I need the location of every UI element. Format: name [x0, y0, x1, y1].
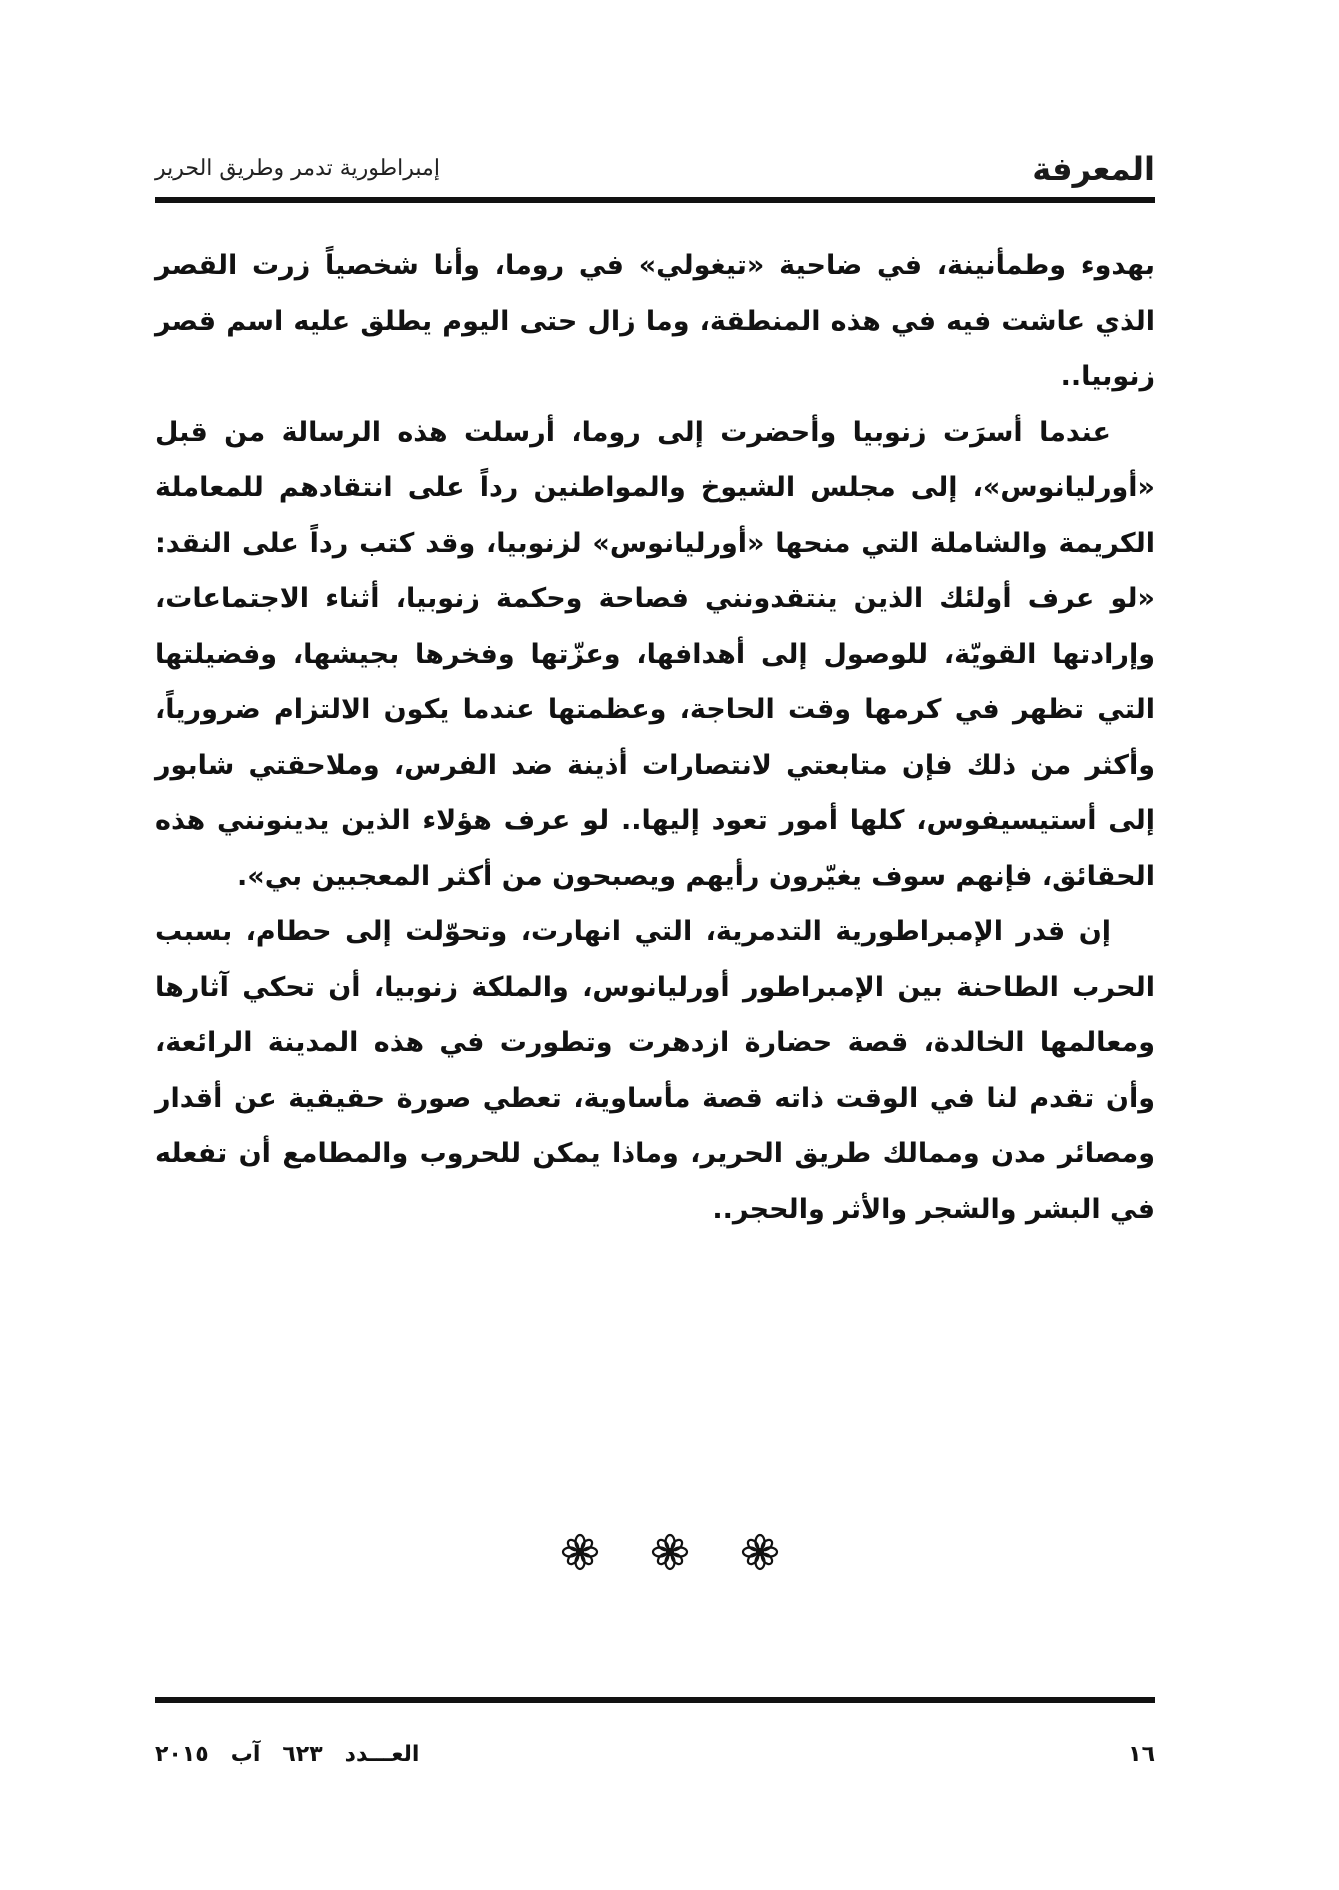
header-rule	[155, 197, 1155, 203]
paragraph-2: عندما أسرَت زنوبيا وأحضرت إلى روما، أرسلت هذه الرسالة من قبل «أورليانوس»، إلى مجلس الشيوخ والمواطنين رداً على انتقادهم للمعاملة الكريمة والشاملة التي منحها «أورليانوس» لزنوبيا، وقد كتب رداً على النقد: «لو عرف أولئك الذين ينتقدونني فصاحة وحكمة زنوبيا، أثناء الاجتماعات، وإرادتها القويّة، للوصول إلى أهدافها، وعزّتها وفخرها بجيشها، وفضيلتها التي تظهر في كرمها وقت الحاجة، وعظمتها عندما يكون الالتزام ضرورياً، وأكثر من ذلك فإن متابعتي لانتصارات أذينة ضد الفرس، وملاحقتي شابور إلى أستيسيفوس، كلها أمور تعود إليها.. لو عرف هؤلاء الذين يدينونني هذه الحقائق، فإنهم سوف يغيّرون رأيهم ويصبحون من أكثر المعجبين بي».	[155, 416, 1155, 892]
flower-ornament-icon	[650, 1532, 690, 1572]
article-body	[155, 238, 1155, 1237]
flower-ornament-icon	[740, 1532, 780, 1572]
issue-number: ٦٢٣	[282, 1742, 323, 1767]
flower-ornament-icon	[560, 1532, 600, 1572]
page-footer	[155, 1742, 1155, 1778]
footer-rule	[155, 1697, 1155, 1703]
page-number: ١٦	[1128, 1742, 1155, 1767]
issue-year: ٢٠١٥	[155, 1742, 209, 1767]
paragraph-1: بهدوء وطمأنينة، في ضاحية «تيغولي» في روما، وأنا شخصياً زرت القصر الذي عاشت فيه في هذه المنطقة، وما زال حتى اليوم يطلق عليه اسم قصر زنوبيا..	[155, 250, 1155, 392]
running-title: إمبراطورية تدمر وطريق الحرير	[155, 156, 440, 181]
page-header	[155, 150, 1155, 190]
issue-month: آب	[230, 1742, 261, 1767]
section-end-ornaments	[560, 1532, 780, 1572]
paragraph-3: إن قدر الإمبراطورية التدمرية، التي انهارت، وتحوّلت إلى حطام، بسبب الحرب الطاحنة بين الإمبراطور أورليانوس، والملكة زنوبيا، أن تحكي آثارها ومعالمها الخالدة، قصة حضارة ازدهرت وتطورت في هذه المدينة الرائعة، وأن تقدم لنا في الوقت ذاته قصة مأساوية، تعطي صورة حقيقية عن أقدار ومصائر مدن وممالك طريق الحرير، وماذا يمكن للحروب والمطامع أن تفعله في البشر والشجر والأثر والحجر..	[155, 916, 1155, 1225]
issue-label: العـــدد	[344, 1742, 420, 1767]
magazine-logo: المعرفة	[1032, 150, 1155, 188]
issue-info	[155, 1742, 419, 1767]
